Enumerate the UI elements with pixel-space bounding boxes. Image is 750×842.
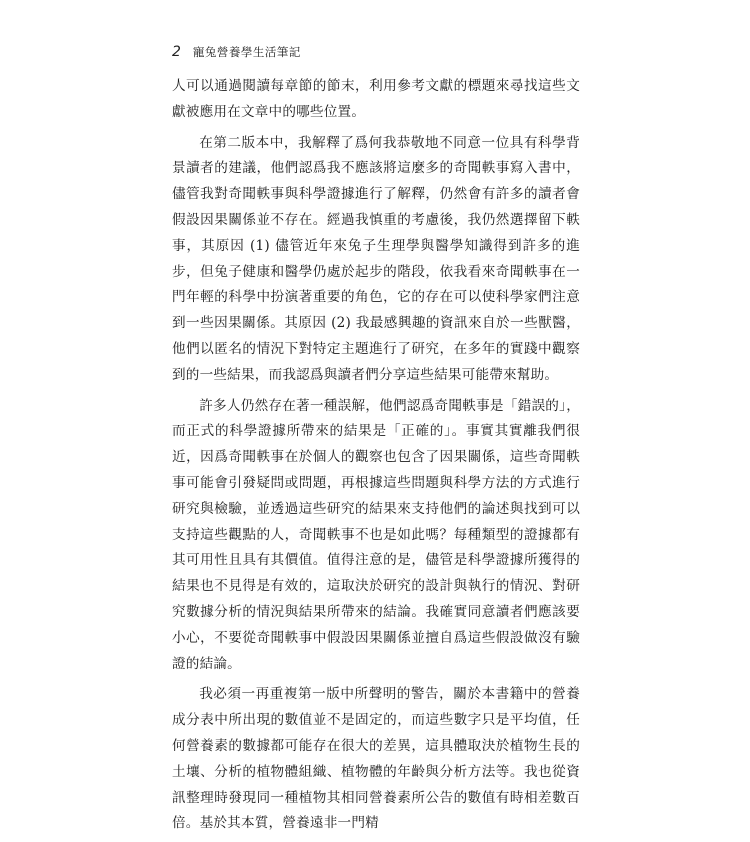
paragraph-3: 許多人仍然存在著一種誤解，他們認爲奇聞軼事是「錯誤的」，而正式的科學證據所帶來的結果是「正確的」。事實其實離我們很近，因爲奇聞軼事在於個人的觀察也包含了因果關係，這些奇聞軼事可能會引發疑問或問題，再根據這些問題與科學方法的方式進行研究與檢驗，並透過這些研究的結果來支持他們的論述與找到可以支持這些觀點的人，奇聞軼事不也是如此嗎？每種類型的證據都有其可用性且具有其價值。值得注意的是，儘管是科學證據所獲得的結果也不見得是有效的，這取決於研究的設計與執行的情況、對研究數據分析的情況與結果所帶來的結論。我確實同意讀者們應該要小心，不要從奇聞軼事中假設因果關係並擅自爲這些假設做沒有驗證的結論。 — [172, 397, 580, 672]
page-header — [172, 44, 301, 60]
body-text — [172, 74, 580, 842]
paragraph-4: 我必須一再重複第一版中所聲明的警告，關於本書籍中的營養成分表中所出現的數值並不是固定的，而這些數字只是平均值，任何營養素的數據都可能存在很大的差異，這具體取決於植物生長的土壤、分析的植物體組織、植物體的年齡與分析方法等。我也從資訊整理時發現同一種植物其相同營養素所公告的數值有時相差數百倍。基於其本質，營養遠非一門精 — [172, 686, 580, 832]
page-number: 2 — [172, 44, 181, 60]
paragraph-1: 人可以通過閱讀每章節的節末，利用參考文獻的標題來尋找這些文獻被應用在文章中的哪些位置。 — [172, 78, 580, 120]
running-title: 寵兔營養學生活筆記 — [192, 45, 301, 59]
paragraph-2: 在第二版本中，我解釋了爲何我恭敬地不同意一位具有科學背景讀者的建議，他們認爲我不應該將這麼多的奇聞軼事寫入書中，儘管我對奇聞軼事與科學證據進行了解釋，仍然會有許多的讀者會假設因果關係並不存在。經過我慎重的考慮後，我仍然選擇留下軼事，其原因 (1) 儘管近年來兔子生理學與醫學知識得到許多的進步，但兔子健康和醫學仍處於起步的階段，依我看來奇聞軼事在一門年輕的科學中扮演著重要的角色，它的存在可以使科學家們注意到一些因果關係。其原因 (2) 我最感興趣的資訊來自於一些獸醫，他們以匿名的情況下對特定主題進行了研究，在多年的實踐中觀察到的一些結果，而我認爲與讀者們分享這些結果可能帶來幫助。 — [172, 134, 580, 383]
